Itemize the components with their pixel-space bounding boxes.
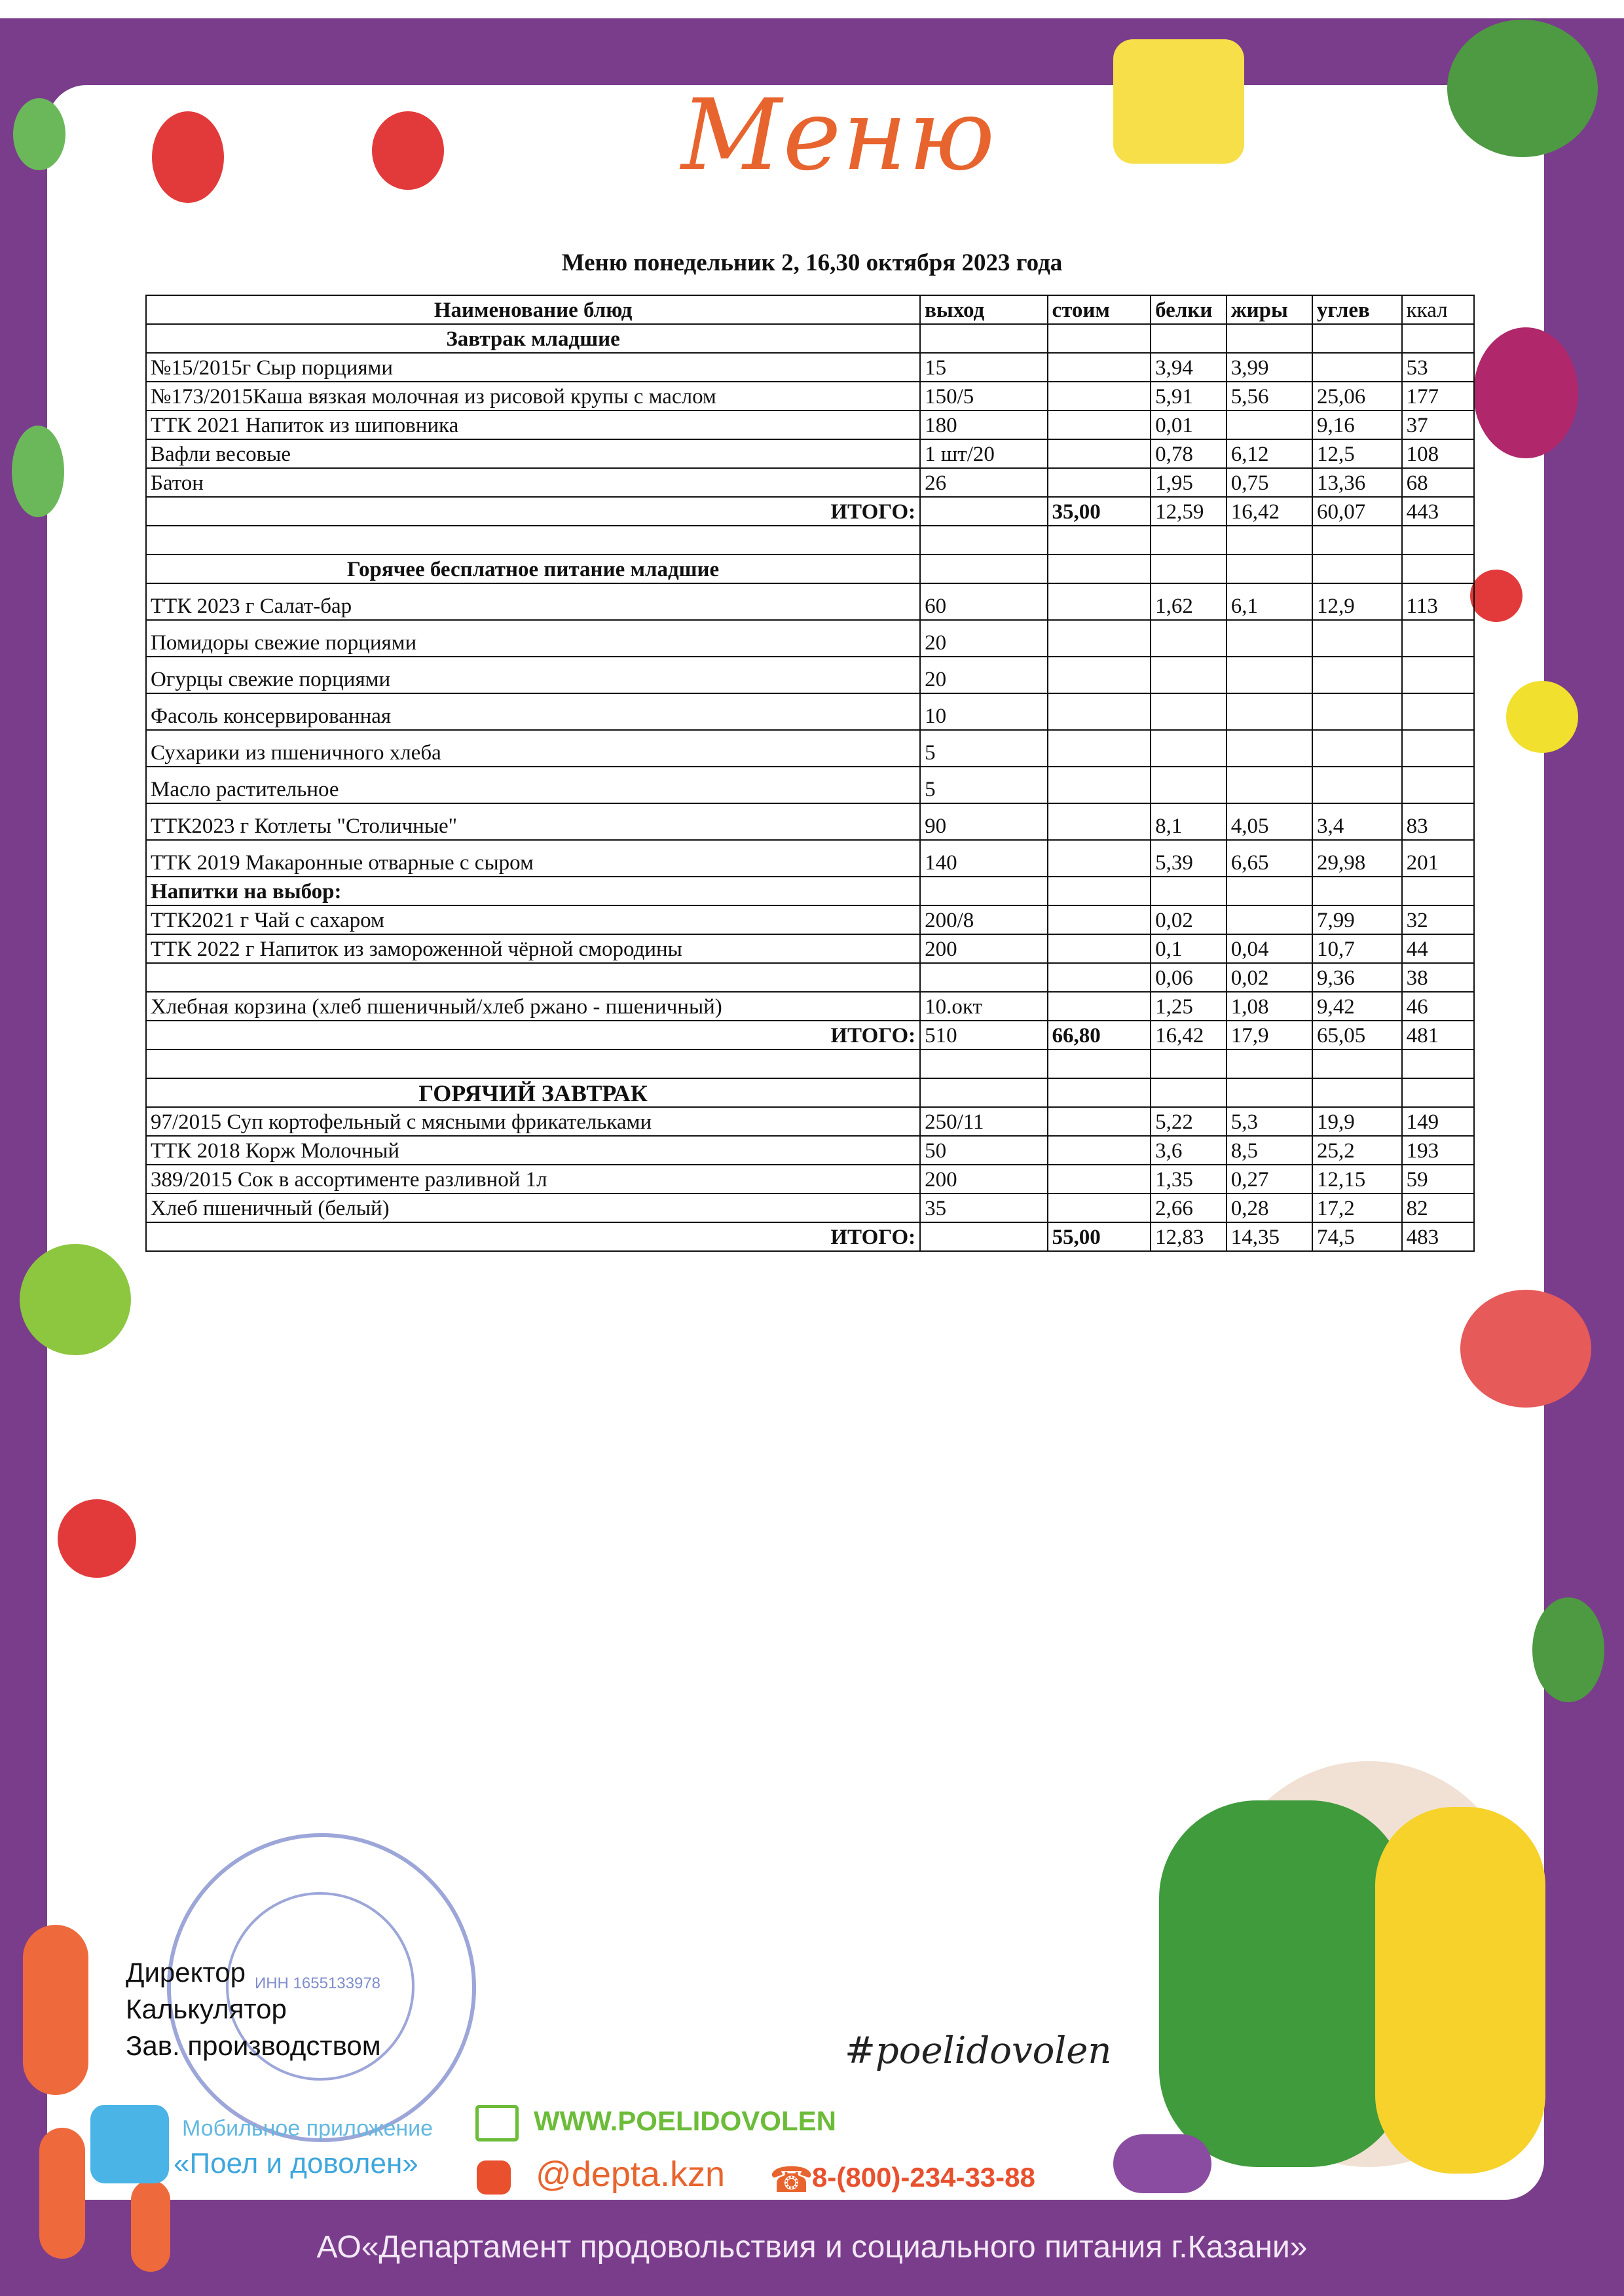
row-fats: 6,12 — [1227, 439, 1312, 468]
row-cost — [1048, 620, 1151, 657]
row-proteins: 1,62 — [1151, 583, 1227, 620]
carrot-character-icon — [23, 1925, 88, 2095]
table-row — [146, 382, 1474, 410]
lettuce-leaf-icon — [13, 98, 65, 170]
beet-character-icon — [1473, 327, 1578, 458]
row-out: 250/11 — [920, 1107, 1047, 1136]
row-kcal — [1402, 730, 1474, 767]
website-link[interactable]: WWW.POELIDOVOLEN — [534, 2105, 836, 2136]
table-row — [146, 1107, 1474, 1136]
row-fats: 6,65 — [1227, 840, 1312, 877]
row-proteins — [1151, 620, 1227, 657]
table-row — [146, 657, 1474, 693]
row-out: 150/5 — [920, 382, 1047, 410]
row-out — [920, 963, 1047, 992]
row-name: №15/2015г Сыр порциями — [146, 353, 920, 382]
drinks-title: Напитки на выбор: — [146, 877, 920, 905]
table-row — [146, 353, 1474, 382]
row-fats — [1227, 657, 1312, 693]
document-heading: Меню понедельник 2, 16,30 октября 2023 года — [561, 249, 1063, 276]
row-proteins: 5,22 — [1151, 1107, 1227, 1136]
row-out: 1 шт/20 — [920, 439, 1047, 468]
row-kcal: 68 — [1402, 468, 1474, 497]
total-fats: 14,35 — [1227, 1222, 1312, 1251]
total-out — [920, 497, 1047, 526]
phone-icon: ☎ — [769, 2159, 814, 2200]
subsection-title-row — [146, 877, 1474, 905]
row-out: 50 — [920, 1136, 1047, 1165]
section-title-row — [146, 324, 1474, 353]
signature-director: Директор — [126, 1957, 246, 1988]
row-carbs: 9,16 — [1312, 410, 1402, 439]
row-carbs — [1312, 767, 1402, 803]
row-proteins: 0,78 — [1151, 439, 1227, 468]
row-name: Масло растительное — [146, 767, 920, 803]
row-carbs: 25,2 — [1312, 1136, 1402, 1165]
row-fats — [1227, 730, 1312, 767]
row-name: Хлебная корзина (хлеб пшеничный/хлеб ржано - пшеничный) — [146, 992, 920, 1021]
row-cost — [1048, 1107, 1151, 1136]
phone-number[interactable]: 8-(800)-234-33-88 — [812, 2162, 1035, 2193]
total-out: 510 — [920, 1021, 1047, 1049]
header-kcal: ккал — [1402, 295, 1474, 324]
row-proteins: 0,02 — [1151, 905, 1227, 934]
header-proteins: белки — [1151, 295, 1227, 324]
row-kcal: 149 — [1402, 1107, 1474, 1136]
table-row — [146, 730, 1474, 767]
table-row — [146, 583, 1474, 620]
tomato-character-icon — [58, 1499, 136, 1578]
row-out: 180 — [920, 410, 1047, 439]
header-name: Наименование блюд — [146, 295, 920, 324]
row-cost — [1048, 963, 1151, 992]
row-kcal — [1402, 767, 1474, 803]
row-fats — [1227, 620, 1312, 657]
total-proteins: 16,42 — [1151, 1021, 1227, 1049]
row-fats: 4,05 — [1227, 803, 1312, 840]
total-kcal: 481 — [1402, 1021, 1474, 1049]
row-fats: 5,3 — [1227, 1107, 1312, 1136]
row-cost — [1048, 1194, 1151, 1222]
row-kcal: 46 — [1402, 992, 1474, 1021]
row-out: 20 — [920, 620, 1047, 657]
row-fats — [1227, 410, 1312, 439]
table-row — [146, 963, 1474, 992]
row-fats: 0,27 — [1227, 1165, 1312, 1194]
row-kcal: 201 — [1402, 840, 1474, 877]
website-icon — [475, 2105, 519, 2141]
row-proteins: 3,94 — [1151, 353, 1227, 382]
total-label: ИТОГО: — [146, 1021, 920, 1049]
row-kcal — [1402, 620, 1474, 657]
row-name: ТТК 2022 г Напиток из замороженной чёрной смородины — [146, 934, 920, 963]
section-title: Завтрак младшие — [146, 324, 920, 353]
row-kcal: 193 — [1402, 1136, 1474, 1165]
row-cost — [1048, 992, 1151, 1021]
row-cost — [1048, 905, 1151, 934]
footer-organization: АО«Департамент продовольствия и социального питания г.Казани» — [316, 2230, 1308, 2265]
cheese-character-icon — [1113, 39, 1244, 164]
row-fats: 5,56 — [1227, 382, 1312, 410]
row-proteins — [1151, 657, 1227, 693]
table-row — [146, 1194, 1474, 1222]
total-kcal: 483 — [1402, 1222, 1474, 1251]
row-carbs: 7,99 — [1312, 905, 1402, 934]
row-out: 90 — [920, 803, 1047, 840]
row-out: 10 — [920, 693, 1047, 730]
table-row — [146, 905, 1474, 934]
row-carbs: 3,4 — [1312, 803, 1402, 840]
row-fats: 0,75 — [1227, 468, 1312, 497]
row-kcal: 37 — [1402, 410, 1474, 439]
tomato-character-icon — [1470, 570, 1522, 622]
row-cost — [1048, 767, 1151, 803]
signature-production: Зав. производством — [126, 2030, 381, 2061]
row-out: 35 — [920, 1194, 1047, 1222]
total-carbs: 74,5 — [1312, 1222, 1402, 1251]
row-out: 5 — [920, 767, 1047, 803]
row-cost — [1048, 353, 1151, 382]
row-cost — [1048, 410, 1151, 439]
row-carbs — [1312, 657, 1402, 693]
row-proteins: 0,1 — [1151, 934, 1227, 963]
total-cost: 35,00 — [1048, 497, 1151, 526]
banana-character-icon — [1375, 1807, 1545, 2174]
stamp-text: ИНН 1655133978 — [254, 1975, 381, 1992]
row-fats: 0,04 — [1227, 934, 1312, 963]
total-row — [146, 1222, 1474, 1251]
spacer-row — [146, 1049, 1474, 1078]
row-proteins: 0,06 — [1151, 963, 1227, 992]
table-header-row — [146, 295, 1474, 324]
row-out: 140 — [920, 840, 1047, 877]
row-cost — [1048, 934, 1151, 963]
row-kcal: 108 — [1402, 439, 1474, 468]
row-name: 97/2015 Суп кортофельный с мясными фрикательками — [146, 1107, 920, 1136]
row-proteins — [1151, 767, 1227, 803]
row-kcal: 177 — [1402, 382, 1474, 410]
row-cost — [1048, 439, 1151, 468]
row-carbs: 9,36 — [1312, 963, 1402, 992]
lemon-character-icon — [1506, 681, 1578, 753]
cabbage-leaf-icon — [1447, 20, 1598, 157]
total-row — [146, 497, 1474, 526]
menu-table — [145, 295, 1475, 1252]
total-cost: 66,80 — [1048, 1021, 1151, 1049]
row-name: ТТК2021 г Чай с сахаром — [146, 905, 920, 934]
row-proteins: 8,1 — [1151, 803, 1227, 840]
row-kcal: 113 — [1402, 583, 1474, 620]
row-fats — [1227, 905, 1312, 934]
lettuce-leaf-icon — [1532, 1597, 1604, 1702]
row-carbs — [1312, 353, 1402, 382]
row-fats: 0,28 — [1227, 1194, 1312, 1222]
row-cost — [1048, 382, 1151, 410]
row-carbs: 12,5 — [1312, 439, 1402, 468]
row-proteins: 2,66 — [1151, 1194, 1227, 1222]
row-name: ТТК2023 г Котлеты "Столичные" — [146, 803, 920, 840]
hashtag: #poelidovolen — [845, 2030, 1112, 2072]
header-carbs: углев — [1312, 295, 1402, 324]
row-out: 5 — [920, 730, 1047, 767]
section-title-row — [146, 1078, 1474, 1107]
row-name: ТТК 2018 Корж Молочный — [146, 1136, 920, 1165]
row-kcal: 44 — [1402, 934, 1474, 963]
row-name: №173/2015Каша вязкая молочная из рисовой крупы с маслом — [146, 382, 920, 410]
row-carbs: 17,2 — [1312, 1194, 1402, 1222]
row-out: 200 — [920, 1165, 1047, 1194]
row-kcal: 59 — [1402, 1165, 1474, 1194]
row-name: Помидоры свежие порциями — [146, 620, 920, 657]
section-title: Горячее бесплатное питание младшие — [146, 555, 920, 583]
total-out — [920, 1222, 1047, 1251]
table-row — [146, 410, 1474, 439]
row-name: Вафли весовые — [146, 439, 920, 468]
row-carbs: 12,15 — [1312, 1165, 1402, 1194]
row-name — [146, 963, 920, 992]
signature-calculator: Калькулятор — [126, 1994, 287, 2024]
row-kcal: 38 — [1402, 963, 1474, 992]
row-carbs — [1312, 730, 1402, 767]
row-kcal: 53 — [1402, 353, 1474, 382]
row-kcal: 82 — [1402, 1194, 1474, 1222]
row-carbs: 29,98 — [1312, 840, 1402, 877]
row-carbs: 19,9 — [1312, 1107, 1402, 1136]
row-proteins: 1,95 — [1151, 468, 1227, 497]
row-kcal: 83 — [1402, 803, 1474, 840]
row-kcal — [1402, 693, 1474, 730]
row-name: Хлеб пшеничный (белый) — [146, 1194, 920, 1222]
row-out: 15 — [920, 353, 1047, 382]
row-name: Батон — [146, 468, 920, 497]
row-proteins: 3,6 — [1151, 1136, 1227, 1165]
row-cost — [1048, 693, 1151, 730]
header-cost: стоим — [1048, 295, 1151, 324]
app-name: «Поел и доволен» — [174, 2147, 418, 2179]
tomato-character-icon — [372, 111, 444, 190]
tomato-character-icon — [152, 111, 224, 203]
row-carbs: 13,36 — [1312, 468, 1402, 497]
row-proteins: 0,01 — [1151, 410, 1227, 439]
total-carbs: 60,07 — [1312, 497, 1402, 526]
row-fats: 1,08 — [1227, 992, 1312, 1021]
row-cost — [1048, 583, 1151, 620]
total-label: ИТОГО: — [146, 497, 920, 526]
row-carbs: 25,06 — [1312, 382, 1402, 410]
table-row — [146, 620, 1474, 657]
row-kcal: 32 — [1402, 905, 1474, 934]
table-row — [146, 803, 1474, 840]
total-kcal: 443 — [1402, 497, 1474, 526]
row-name: ТТК 2019 Макаронные отварные с сыром — [146, 840, 920, 877]
table-row — [146, 767, 1474, 803]
table-row — [146, 1165, 1474, 1194]
total-label: ИТОГО: — [146, 1222, 920, 1251]
broccoli-character-icon — [1159, 1800, 1408, 2167]
row-kcal — [1402, 657, 1474, 693]
row-fats: 8,5 — [1227, 1136, 1312, 1165]
row-cost — [1048, 803, 1151, 840]
table-row — [146, 439, 1474, 468]
row-proteins: 1,35 — [1151, 1165, 1227, 1194]
row-carbs: 10,7 — [1312, 934, 1402, 963]
row-carbs — [1312, 693, 1402, 730]
app-label: Мобильное приложение — [182, 2116, 434, 2141]
row-fats — [1227, 767, 1312, 803]
row-name: Фасоль консервированная — [146, 693, 920, 730]
steak-character-icon — [1460, 1290, 1591, 1408]
row-carbs: 12,9 — [1312, 583, 1402, 620]
row-carbs — [1312, 620, 1402, 657]
instagram-icon — [477, 2160, 511, 2195]
row-proteins: 1,25 — [1151, 992, 1227, 1021]
total-carbs: 65,05 — [1312, 1021, 1402, 1049]
mobile-app-icon — [90, 2105, 169, 2183]
row-proteins — [1151, 693, 1227, 730]
row-fats — [1227, 693, 1312, 730]
header-fats: жиры — [1227, 295, 1312, 324]
spacer-row — [146, 526, 1474, 555]
total-fats: 16,42 — [1227, 497, 1312, 526]
frame-top-margin — [0, 0, 1624, 18]
row-out: 200/8 — [920, 905, 1047, 934]
row-proteins: 5,91 — [1151, 382, 1227, 410]
instagram-link[interactable]: @depta.kzn — [536, 2155, 725, 2194]
table-row — [146, 992, 1474, 1021]
total-cost: 55,00 — [1048, 1222, 1151, 1251]
row-out: 20 — [920, 657, 1047, 693]
total-proteins: 12,83 — [1151, 1222, 1227, 1251]
row-cost — [1048, 840, 1151, 877]
signature-block — [126, 1954, 381, 2064]
header-out: выход — [920, 295, 1047, 324]
row-name: Огурцы свежие порциями — [146, 657, 920, 693]
page-title: Меню — [681, 79, 997, 192]
candy-icon — [1113, 2134, 1211, 2193]
apple-character-icon — [20, 1244, 131, 1355]
row-out: 60 — [920, 583, 1047, 620]
section-title: ГОРЯЧИЙ ЗАВТРАК — [146, 1078, 920, 1107]
row-cost — [1048, 468, 1151, 497]
row-cost — [1048, 1165, 1151, 1194]
row-out: 26 — [920, 468, 1047, 497]
row-fats: 3,99 — [1227, 353, 1312, 382]
row-fats: 0,02 — [1227, 963, 1312, 992]
total-row — [146, 1021, 1474, 1049]
total-proteins: 12,59 — [1151, 497, 1227, 526]
row-name: 389/2015 Сок в ассортименте разливной 1л — [146, 1165, 920, 1194]
table-row — [146, 840, 1474, 877]
row-name: Сухарики из пшеничного хлеба — [146, 730, 920, 767]
row-proteins — [1151, 730, 1227, 767]
table-row — [146, 693, 1474, 730]
row-out: 200 — [920, 934, 1047, 963]
row-out: 10.окт — [920, 992, 1047, 1021]
table-row — [146, 934, 1474, 963]
row-cost — [1048, 657, 1151, 693]
table-row — [146, 1136, 1474, 1165]
row-fats: 6,1 — [1227, 583, 1312, 620]
lettuce-leaf-icon — [12, 426, 64, 517]
row-cost — [1048, 1136, 1151, 1165]
row-cost — [1048, 730, 1151, 767]
total-fats: 17,9 — [1227, 1021, 1312, 1049]
row-name: ТТК 2023 г Салат-бар — [146, 583, 920, 620]
row-carbs: 9,42 — [1312, 992, 1402, 1021]
table-row — [146, 468, 1474, 497]
row-proteins: 5,39 — [1151, 840, 1227, 877]
row-name: ТТК 2021 Напиток из шиповника — [146, 410, 920, 439]
section-title-row — [146, 555, 1474, 583]
